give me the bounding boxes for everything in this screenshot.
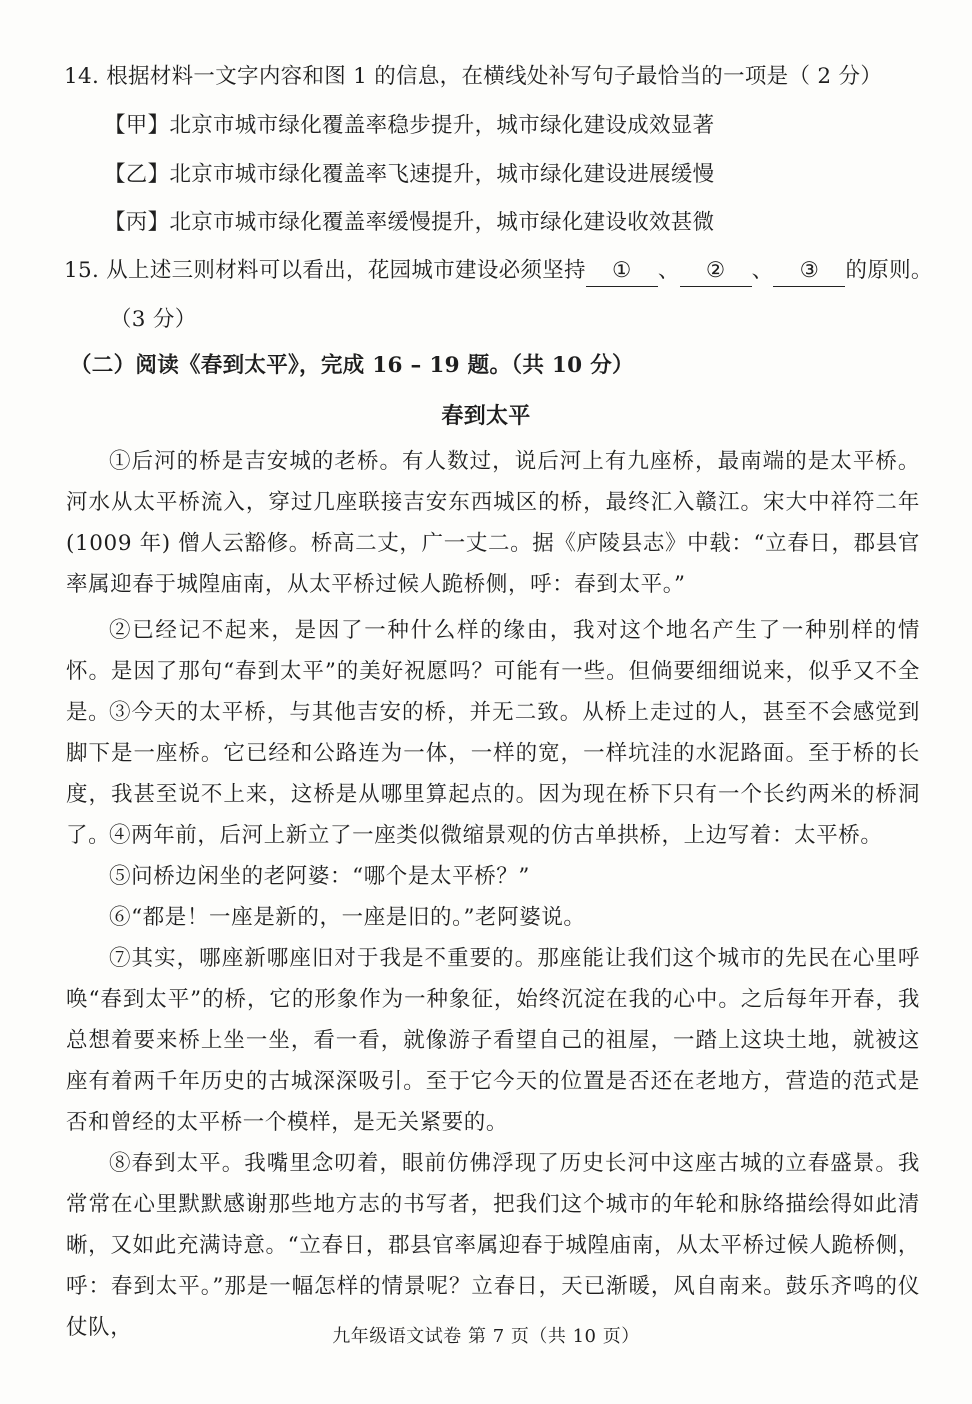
article-title: 春到太平 [441, 403, 531, 429]
answer-blank-1: ① [586, 256, 658, 287]
blank-separator: 、 [751, 258, 774, 283]
answer-blank-2: ② [680, 256, 752, 287]
section-heading: （二）阅读《春到太平》，完成 16 – 19 题。（共 10 分） [70, 353, 634, 378]
question-15-prefix: 15. 从上述三则材料可以看出，花园城市建设必须坚持 [64, 258, 586, 283]
article-paragraph-7: ⑦其实，哪座新哪座旧对于我是不重要的。那座能让我们这个城市的先民在心里呼唤“春到太平”的桥，它的形象作为一种象征，始终沉淀在我的心中。之后每年开春，我总想着要来桥上坐一坐，看一看，就像游子看望自己的祖屋，一踏上这块土地，就被这座有着两千年历史的古城深深吸引。至于它今天的位置是否还在老地方，营造的范式是否和曾经的太平桥一个模样，是无关紧要的。 [66, 946, 920, 1135]
question-15-suffix: 的原则。 [845, 258, 933, 283]
question-15 [0, 251, 972, 291]
article-paragraph-1: ①后河的桥是吉安城的老桥。有人数过，说后河上有九座桥，最南端的是太平桥。河水从太平桥流入，穿过几座联接吉安东西城区的桥，最终汇入赣江。宋大中祥符二年 (1009 年) 僧人云豁修。桥高二丈，广一丈二。据《庐陵县志》中载：“立春日，郡县官率属迎春于城隍庙南，从太平桥过候人跪桥侧，呼：春到太平。” [66, 449, 920, 597]
article-paragraph-3: ③今天的太平桥，与其他吉安的桥，并无二致。从桥上走过的人，甚至不会感觉到脚下是一座桥。它已经和公路连为一体，一样的宽，一样坑洼的水泥路面。至于桥的长度，我甚至说不上来，这桥是从哪里算起点的。因为现在桥下只有一个长约两米的桥洞了。 [66, 700, 920, 848]
article-paragraph-6: ⑥“都是！一座是新的，一座是旧的。”老阿婆说。 [109, 905, 586, 930]
question-14-option-yi: 【乙】北京市城市绿化覆盖率飞速提升，城市绿化建设进展缓慢 [104, 162, 715, 187]
article-paragraph-5: ⑤问桥边闲坐的老阿婆：“哪个是太平桥？” [109, 864, 530, 889]
blank-separator: 、 [657, 258, 680, 283]
question-14-option-bing: 【丙】北京市城市绿化覆盖率缓慢提升，城市绿化建设收效甚微 [104, 210, 715, 235]
page-footer: 九年级语文试卷 第 7 页（共 10 页） [332, 1326, 640, 1347]
article-paragraph-2: ②已经记不起来，是因了一种什么样的缘由，我对这个地名产生了一种别样的情怀。是因了那句“春到太平”的美好祝愿吗？可能有一些。但倘要细细说来，似乎又不全是。 [66, 618, 920, 725]
question-14: 14. 根据材料一文字内容和图 1 的信息，在横线处补写句子最恰当的一项是（ 2 分） [64, 64, 883, 89]
answer-blank-3: ③ [773, 256, 845, 287]
question-14-option-jia: 【甲】北京市城市绿化覆盖率稳步提升，城市绿化建设成效显著 [104, 113, 715, 138]
question-15-score: （3 分） [110, 307, 197, 332]
article-paragraph-4: ④两年前，后河上新立了一座类似微缩景观的仿古单拱桥，上边写着：太平桥。 [109, 823, 883, 848]
article-paragraph-8: ⑧春到太平。我嘴里念叨着，眼前仿佛浮现了历史长河中这座古城的立春盛景。我常常在心里默默感谢那些地方志的书写者，把我们这个城市的年轮和脉络描绘得如此清晰，又如此充满诗意。“立春日，郡县官率属迎春于城隍庙南，从太平桥过候人跪桥侧，呼：春到太平。”那是一幅怎样的情景呢？立春日，天已渐暖，风自南来。鼓乐齐鸣的仪仗队， [66, 1151, 920, 1340]
